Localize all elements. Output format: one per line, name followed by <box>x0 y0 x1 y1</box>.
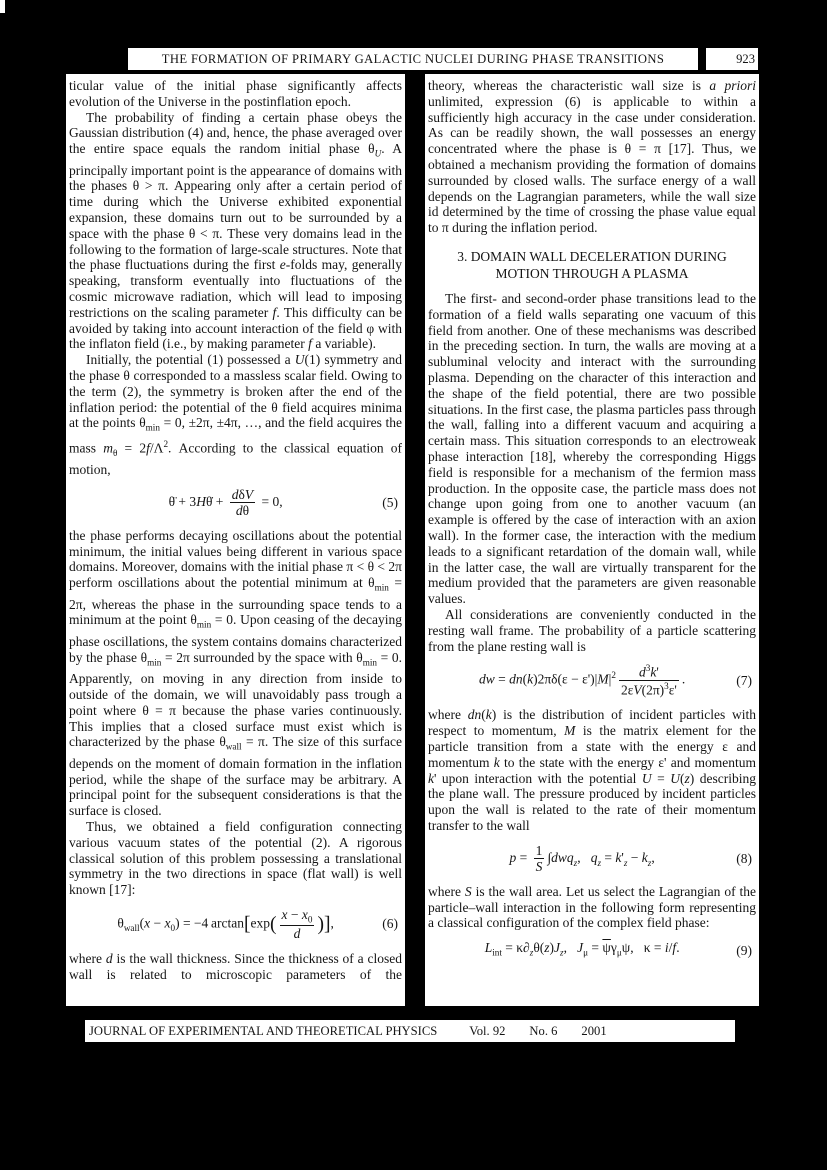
equation-body: p = $\frac{1}{S}$ ∫dwq$_z$, $q_z = k'_z - k_z$, <box>509 842 655 875</box>
journal-footline <box>85 1020 735 1042</box>
equation-body: θ̈ + 3Hθ̇ + $\frac{\text{dδV}}{d\theta}$ = 0, <box>168 486 283 519</box>
page-number <box>706 48 758 70</box>
right-column <box>425 74 759 1006</box>
paragraph: The probability of finding a certain phase obeys the Gaussian distribution (4) and, hence, the phase averaged over the entire space equals the random initial phase $\theta_U$. A principally important point is the appearance of domains with the phases θ > π. Appearing only after a certain period of time during which the Universe exhibited exponential expansion, these domains turn out to be surrounded by a space with the phase θ < π. These very domains lead in the following to the formation of large-scale structures. Note that the phase fluctuations during the first e-folds may, generally speaking, transform eventually into fluctuations of the cosmic microwave radiation, which will lead to imposing restrictions on the scaling parameter f. This difficulty can be avoided by taking into account interaction of the field φ with the inflaton field (i.e., by making parameter f a variable). <box>69 109 402 352</box>
equation-number: (9) <box>736 942 752 958</box>
section-heading: 3. DOMAIN WALL DECELERATION DURING MOTION THROUGH A PLASMA <box>457 248 727 281</box>
equation-body: dw = $dn(k)2\pi\delta(\varepsilon - \varepsilon')|M|^2$ $\frac{d^3k'}{2\varepsilon V(2\pi)^3\varepsilon'}$ . <box>478 663 686 698</box>
paragraph: the phase performs decaying oscillations about the potential minimum, the initial values being different in various space domains. Moreover, domains with the initial phase π < θ < 2π perform oscillations about the potential minimum at $\theta_{min} = 2\pi$, whereas the phase in the surrounding space tends to a minimum at the point $\theta_{min} = 0$. Upon ceasing of the decaying phase oscillations, the system contains domains characterized by the phase $\theta_{min} = 2\pi$ surrounded by the space with $\theta_{min} = 0$. Apparently, on moving in any direction from inside to outside of the domain, we will unavoidably pass trough a point where θ = π because the phase varies continuously. This implies that a closed surface must exist which is characterized by the phase $\theta_{wall} = \pi$. The size of this surface depends on the moment of domain formation in the inflation period, while the shape of the surface may be arbitrary. A principal point for the subsequent considerations is that the surface is closed. <box>69 527 402 819</box>
running-head-title: THE FORMATION OF PRIMARY GALACTIC NUCLEI DURING PHASE TRANSITIONS <box>161 51 665 66</box>
scan-artifact <box>0 0 5 13</box>
paragraph-continuation: ticular value of the initial phase significantly affects evolution of the Universe in the postinflation epoch. <box>69 78 402 109</box>
journal-name: JOURNAL OF EXPERIMENTAL AND THEORETICAL PHYSICS <box>89 1023 438 1038</box>
paragraph: Thus, we obtained a field configuration connecting various vacuum states of the potential (2). A rigorous classical solution of this problem possessing a translational symmetry in the two directions in space (flat wall) is well known [17]: <box>69 819 402 898</box>
journal-year: 2001 <box>581 1023 607 1038</box>
paragraph-runon: where d is the wall thickness. Since the thickness of a closed wall is related to microscopic parameters of the <box>69 950 402 982</box>
equation-9 <box>428 940 756 961</box>
equation-number: (7) <box>736 672 752 688</box>
journal-issue: No. 6 <box>529 1023 558 1038</box>
paragraph: where S is the wall area. Let us select the Lagrangian of the particle–wall interaction in the following form representing a classical configuration of the complex field phase: <box>428 883 756 931</box>
journal-volume: Vol. 92 <box>469 1023 506 1038</box>
equation-body: $\theta_{wall}(x - x_0) = -4$ arctan[exp( $\frac{x - x_0}{d}$ )], <box>117 907 334 942</box>
equation-number: (6) <box>382 916 398 932</box>
equation-number: (8) <box>736 850 752 866</box>
paragraph: All considerations are conveniently conducted in the resting wall frame. The probability of a particle scattering from the plane resting wall is <box>428 606 756 654</box>
equation-7 <box>428 663 756 698</box>
equation-5 <box>69 487 402 519</box>
equation-number: (5) <box>382 494 398 510</box>
equation-8 <box>428 843 756 875</box>
equation-body: $L_{int} = \kappa\partial_z\theta(z)J_z$, $J_\mu = \overline{\psi}\gamma_\mu\psi$, κ = i/f. <box>484 940 680 958</box>
paragraph: The first- and second-order phase transitions lead to the formation of a field walls separating one vacuum of this field from another. One of these mechanisms was described in the preceding section. In turn, the walls are moving at a subluminal velocity and interact with the surrounding plasma. Depending on the character of this interaction and the shape of the field potential, there are two possible situations. In the first case, the plasma particles pass through the wall, falling into a different vacuum and acquiring a certain mass. This situation corresponds to an electroweak phase interaction [18], whereby the corresponding Higgs field is responsible for a mechanism of the fermion mass production. In the opposite case, the particle mass does not change upon going from one to another vacuum (an example is offered by the case of interaction with an axion wall). In the former case, the interaction with the medium leads to a significant retardation of the domain wall, while in the latter case, the wall are virtually transparent for the medium provided that the parameters are given reasonable values. <box>428 290 756 607</box>
left-column <box>66 74 405 1006</box>
page-number-value: 923 <box>736 51 755 66</box>
paragraph: where dn(k) is the distribution of incident particles with respect to momentum, M is the matrix element for the particle transition from a state with the energy ε and momentum k to the state with the energy ε' and momentum k' upon interaction with the potential U = U(z) describing the plane wall. The pressure produced by incident particles upon the wall is related to the rate of their momentum transfer to the wall <box>428 707 757 833</box>
paragraph-continuation: theory, whereas the characteristic wall size is a priori unlimited, expression (6) is applicable to within a sufficiently high accuracy in the case under consideration. As can be readily shown, the wall possesses an energy concentrated where the phase is θ = π [17]. Thus, we obtained a mechanism providing the formation of domains surrounded by closed walls. The surface energy of a wall depends on the Lagrangian parameters, while the wall size id determined by the time of crossing the phase value equal to π during the inflation period. <box>428 78 757 236</box>
paragraph: Initially, the potential (1) possessed a U(1) symmetry and the phase θ corresponded to a massless scalar field. Owing to the term (2), the symmetry is broken after the end of the inflation period: the potential of the θ field acquires minima at the points $\theta_{min} = 0$, ±2π, ±4π, …, and the field acquires the mass $m_\theta = 2f/\Lambda^2$. According to the classical equation of motion, <box>69 352 403 477</box>
equation-6 <box>69 907 402 942</box>
running-head <box>128 48 698 70</box>
